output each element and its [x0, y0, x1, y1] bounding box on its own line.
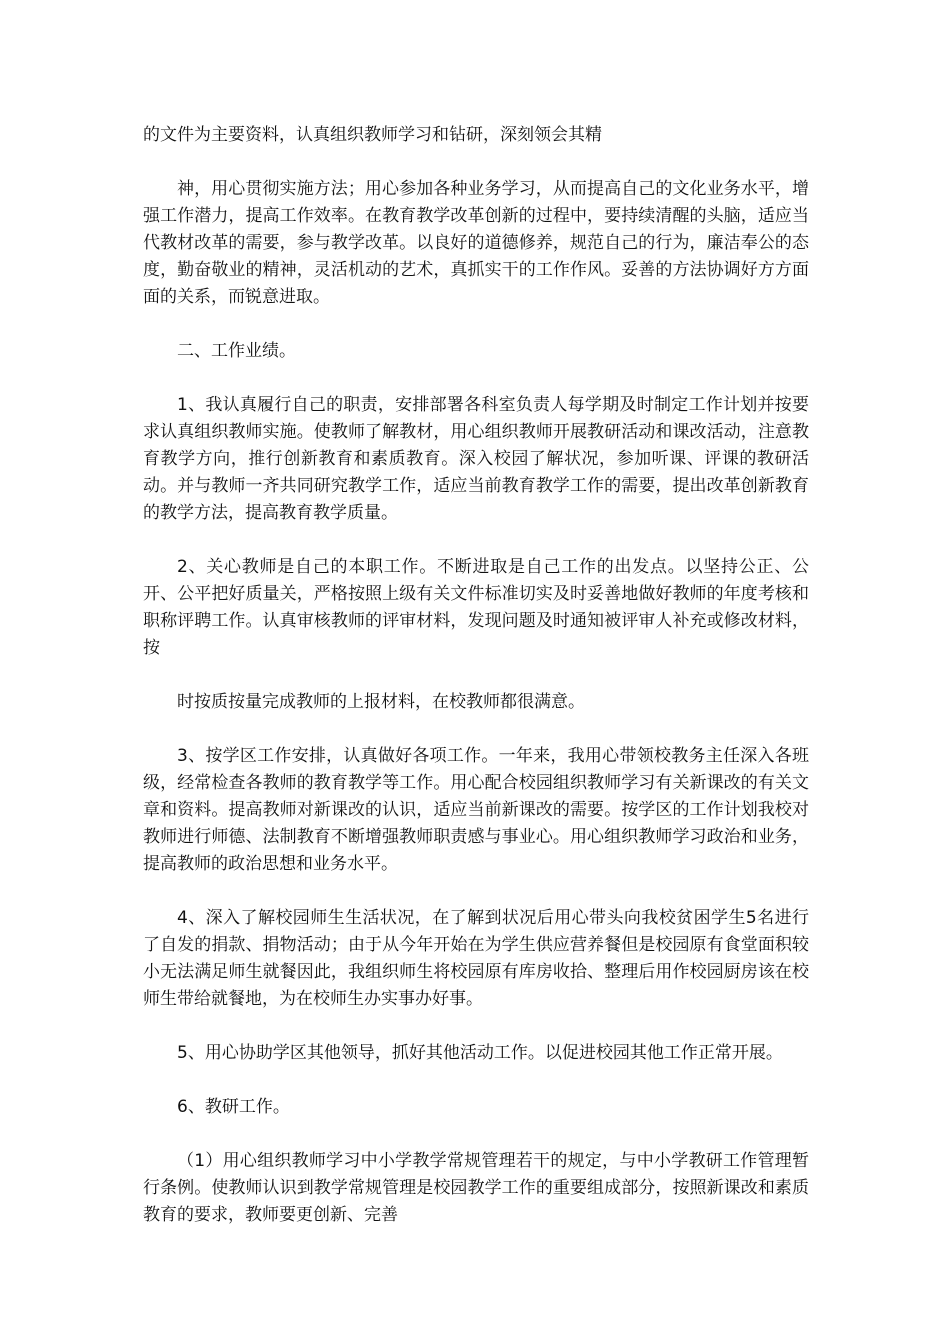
- paragraph: 时按质按量完成教师的上报材料，在校教师都很满意。: [177, 692, 585, 712]
- paragraph: 3、按学区工作安排，认真做好各项工作。一年来，我用心带领校教务主任深入各班级，经常检查各教师的教育教学等工作。用心配合校园组织教师学习有关新课改的有关文章和资料。提高教师对新课改的认识，适应当前新课改的需要。按学区的工作计划我校对教师进行师德、法制教育不断增强教师职责感与事业心。用心组织教师学习政治和业务，提高教师的政治思想和业务水平。: [143, 746, 809, 874]
- paragraph: 5、用心协助学区其他领导，抓好其他活动工作。以促进校园其他工作正常开展。: [177, 1043, 783, 1063]
- paragraph: 4、深入了解校园师生生活状况，在了解到状况后用心带头向我校贫困学生5名进行了自发的捐款、捐物活动；由于从今年开始在为学生供应营养餐但是校园原有食堂面积较小无法满足师生就餐因此，我组织师生将校园原有库房收拾、整理后用作校园厨房该在校师生带给就餐地，为在校师生办实事办好事。: [143, 908, 809, 1009]
- section-heading: 二、工作业绩。: [177, 341, 296, 361]
- paragraph: （1）用心组织教师学习中小学教学常规管理若干的规定，与中小学教研工作管理暂行条例。使教师认识到教学常规管理是校园教学工作的重要组成部分，按照新课改和素质教育的要求，教师要更创新、完善: [143, 1151, 809, 1225]
- paragraph-continuation: 的文件为主要资料，认真组织教师学习和钻研，深刻领会其精: [143, 125, 602, 145]
- document-body: [143, 122, 809, 1256]
- section-heading: 6、教研工作。: [177, 1097, 290, 1117]
- paragraph: 神，用心贯彻实施方法；用心参加各种业务学习，从而提高自己的文化业务水平，增强工作潜力，提高工作效率。在教育教学改革创新的过程中，要持续清醒的头脑，适应当代教材改革的需要，参与教学改革。以良好的道德修养，规范自己的行为，廉洁奉公的态度，勤奋敬业的精神，灵活机动的艺术，真抓实干的工作作风。妥善的方法协调好方方面面的关系，而锐意进取。: [143, 179, 809, 307]
- paragraph: 1、我认真履行自己的职责，安排部署各科室负责人每学期及时制定工作计划并按要求认真组织教师实施。使教师了解教材，用心组织教师开展教研活动和课改活动，注意教育教学方向，推行创新教育和素质教育。深入校园了解状况，参加听课、评课的教研活动。并与教师一齐共同研究教学工作，适应当前教育教学工作的需要，提出改革创新教育的教学方法，提高教育教学质量。: [143, 395, 809, 523]
- paragraph: 2、关心教师是自己的本职工作。不断进取是自己工作的出发点。以坚持公正、公开、公平把好质量关，严格按照上级有关文件标准切实及时妥善地做好教师的年度考核和职称评聘工作。认真审核教师的评审材料，发现问题及时通知被评审人补充或修改材料，按: [143, 557, 809, 658]
